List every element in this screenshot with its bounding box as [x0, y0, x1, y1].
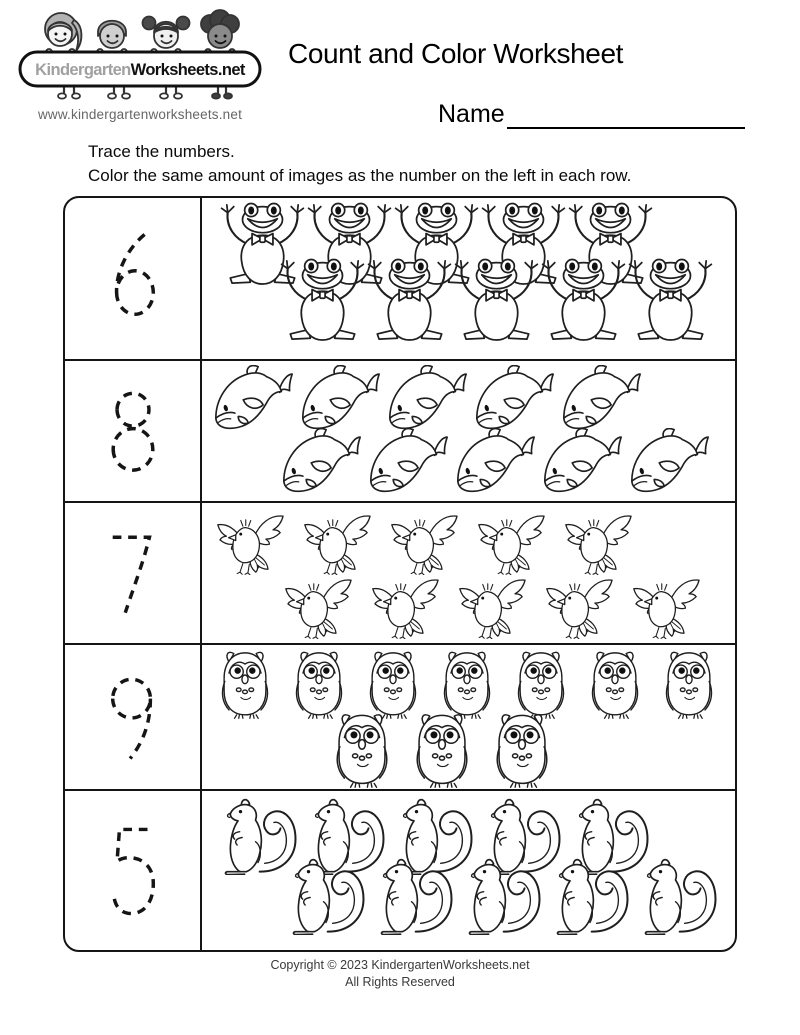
worksheet-table — [63, 196, 737, 952]
bird-image — [469, 509, 556, 575]
dolphin-image — [450, 428, 537, 501]
copyright-line: Copyright © 2023 KindergartenWorksheets.net — [270, 958, 530, 972]
trace-number-cell — [65, 503, 202, 643]
dashed-trace-number-9 — [104, 668, 162, 766]
frog-image — [627, 257, 714, 343]
owl-image — [208, 648, 282, 719]
bird-image — [382, 509, 469, 575]
site-logo — [14, 8, 266, 122]
squirrel-image — [546, 855, 634, 935]
bird-image — [556, 509, 643, 575]
squirrel-image — [282, 855, 370, 935]
table-row — [65, 643, 735, 789]
name-label: Name — [438, 100, 505, 128]
rights-line: All Rights Reserved — [345, 975, 455, 989]
animal-line-top — [208, 509, 735, 575]
trace-number-cell — [65, 791, 202, 950]
animal-images-cell — [202, 198, 735, 359]
bird-image — [363, 573, 450, 639]
animal-line-bottom — [276, 573, 735, 639]
owl-image — [430, 648, 504, 719]
instruction-line-1: Trace the numbers. — [88, 142, 235, 161]
animal-line-bottom — [276, 428, 735, 501]
animal-images-cell — [202, 645, 735, 789]
bird-image — [537, 573, 624, 639]
trace-number-cell — [65, 361, 202, 501]
kids-logo-illustration — [14, 8, 266, 104]
trace-number-cell — [65, 198, 202, 359]
name-line — [438, 100, 745, 129]
squirrel-image — [370, 855, 458, 935]
bird-image — [624, 573, 711, 639]
frog-image — [540, 257, 627, 343]
dolphin-image — [363, 428, 450, 501]
frog-image — [279, 257, 366, 343]
dashed-trace-number-7 — [104, 524, 162, 622]
squirrel-image — [458, 855, 546, 935]
animal-images-cell — [202, 361, 735, 501]
owl-image — [578, 648, 652, 719]
logo-wordmark: KindergartenWorksheets.net — [35, 61, 245, 79]
dolphin-image — [537, 428, 624, 501]
page-title: Count and Color Worksheet — [288, 38, 623, 69]
animal-images-cell — [202, 791, 735, 950]
site-url: www.kindergartenworksheets.net — [37, 107, 243, 122]
animal-line-top — [208, 648, 735, 719]
bird-image — [450, 573, 537, 639]
table-row — [65, 501, 735, 643]
owl-image — [322, 710, 402, 788]
table-row — [65, 359, 735, 501]
animal-line-bottom — [279, 257, 735, 343]
bird-image — [295, 509, 382, 575]
owl-image — [652, 648, 726, 719]
frog-image — [453, 257, 540, 343]
bird-image — [276, 573, 363, 639]
owl-image — [282, 648, 356, 719]
squirrel-image — [634, 855, 722, 935]
animal-line-bottom — [322, 710, 735, 788]
table-row — [65, 789, 735, 950]
name-blank-line — [507, 101, 745, 129]
animal-images-cell — [202, 503, 735, 643]
frog-image — [366, 257, 453, 343]
table-row — [65, 198, 735, 359]
trace-number-cell — [65, 645, 202, 789]
dashed-trace-number-6 — [104, 230, 162, 328]
dashed-trace-number-5 — [104, 822, 162, 920]
owl-image — [356, 648, 430, 719]
bird-image — [208, 509, 295, 575]
owl-image — [504, 648, 578, 719]
footer — [0, 957, 800, 991]
dolphin-image — [624, 428, 711, 501]
owl-image — [402, 710, 482, 788]
instructions — [88, 140, 631, 188]
instruction-line-2: Color the same amount of images as the number on the left in each row. — [88, 166, 632, 185]
owl-image — [482, 710, 562, 788]
dolphin-image — [276, 428, 363, 501]
dashed-trace-number-8 — [104, 382, 162, 480]
animal-line-bottom — [282, 855, 735, 935]
